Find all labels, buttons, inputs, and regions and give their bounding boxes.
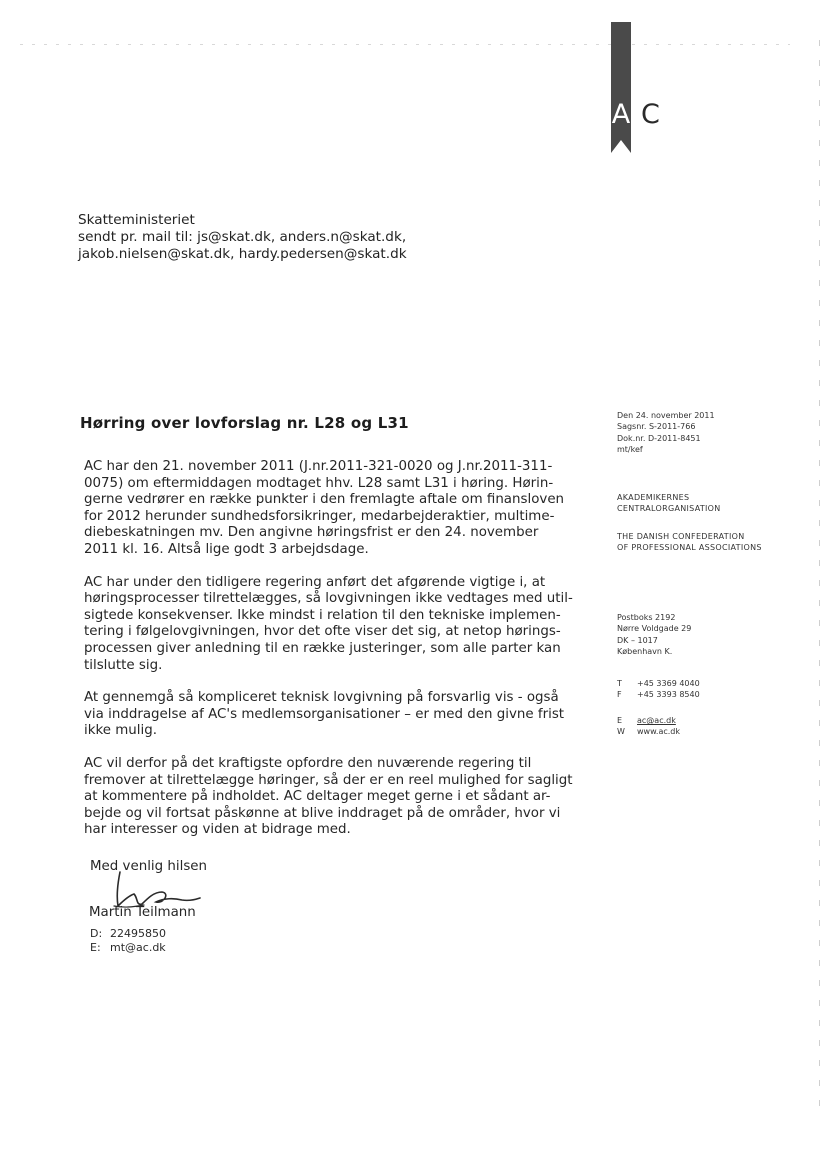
body-line: AC har under den tidligere regering anført det afgørende vigtige i, at	[84, 574, 546, 590]
org-email-label: E	[617, 716, 623, 725]
logo-ribbon	[611, 22, 631, 153]
body-line: via inddragelse af AC's medlemsorganisationer – er med den givne frist	[84, 706, 565, 722]
signer-phone-value: 22495850	[110, 927, 166, 940]
telephone-value: +45 3369 4040	[637, 679, 700, 688]
org-email-value: ac@ac.dk	[637, 716, 676, 725]
author-initials: mt/kef	[617, 444, 643, 454]
recipient-block	[78, 212, 407, 263]
signer-name: Martin Teilmann	[89, 905, 196, 920]
body-line: diebeskatningen mv. Den angivne høringsfrist er den 24. november	[84, 525, 539, 541]
body-line: tilslutte sig.	[84, 657, 163, 673]
signer-email-row	[90, 941, 166, 955]
body-line: har interesser og viden at bidrage med.	[84, 822, 351, 838]
ac-logo	[611, 22, 675, 162]
org-web	[617, 715, 680, 738]
address-line: Nørre Voldgade 29	[617, 624, 692, 634]
case-number: Sagsnr. S-2011-766	[617, 422, 696, 432]
letter-body	[84, 459, 590, 855]
body-line: for 2012 herunder sundhedsforsikringer, medarbejderaktier, multime-	[84, 508, 555, 524]
body-paragraph-4	[84, 756, 590, 839]
org-website-label: W	[617, 727, 625, 737]
signer-email-value: mt@ac.dk	[110, 940, 166, 954]
org-telephone-row	[617, 678, 700, 689]
org-name-danish-line: CENTRALORGANISATION	[617, 504, 721, 514]
logo-letter-a: A	[611, 99, 631, 130]
signer-contact	[90, 927, 166, 954]
body-line: gerne vedrører en række punkter i den fremlagte aftale om finansloven	[84, 492, 565, 508]
letter-meta	[617, 410, 715, 455]
org-name-english	[617, 531, 762, 554]
body-line: sigtede konsekvenser. Ikke mindst i relation til den tekniske implemen-	[84, 607, 561, 623]
org-name-danish	[617, 492, 721, 515]
body-line: processen giver anledning til en række justeringer, som alle parter kan	[84, 640, 561, 656]
body-line: AC vil derfor på det kraftigste opfordre den nuværende regering til	[84, 755, 532, 771]
telephone-label: T	[617, 679, 622, 688]
recipient-mail-line-2: jakob.nielsen@skat.dk, hardy.pedersen@skat.dk	[78, 246, 407, 262]
body-line: AC har den 21. november 2011 (J.nr.2011-321-0020 og J.nr.2011-311-	[84, 459, 553, 474]
address-line: DK – 1017	[617, 635, 658, 645]
signer-phone-row	[90, 927, 166, 941]
letter-subject: Hørring over lovforslag nr. L28 og L31	[80, 414, 409, 432]
letter-date: Den 24. november 2011	[617, 411, 715, 420]
org-address	[617, 612, 691, 657]
org-website-value: www.ac.dk	[637, 727, 680, 737]
org-phone	[617, 678, 700, 701]
body-paragraph-2	[84, 575, 590, 675]
body-line: 0075) om eftermiddagen modtaget hhv. L28 samt L31 i høring. Hørin-	[84, 475, 554, 491]
document-number: Dok.nr. D-2011-8451	[617, 433, 701, 443]
address-line: København K.	[617, 646, 673, 656]
org-name-english-line: OF PROFESSIONAL ASSOCIATIONS	[617, 543, 762, 553]
body-line: at kommentere på indholdet. AC deltager meget gerne i et sådant ar-	[84, 789, 551, 805]
ac-logo-graphic	[611, 22, 675, 162]
body-line: 2011 kl. 16. Altså lige godt 3 arbejdsdage.	[84, 541, 369, 557]
fax-label: F	[617, 690, 622, 700]
signer-phone-label: D:	[90, 927, 103, 940]
org-fax-row	[617, 689, 700, 700]
body-line: ikke mulig.	[84, 723, 157, 739]
org-name-english-line: THE DANISH CONFEDERATION	[617, 532, 745, 541]
recipient-name: Skatteministeriet	[78, 212, 195, 228]
org-name-danish-line: AKADEMIKERNES	[617, 493, 690, 502]
org-website-row	[617, 726, 680, 737]
scan-edge-right	[819, 40, 820, 1120]
body-paragraph-1	[84, 459, 590, 559]
body-line: bejde og vil fortsat påskønne at blive inddraget på de områder, hvor vi	[84, 805, 561, 821]
address-line: Postboks 2192	[617, 613, 676, 622]
body-line: fremover at tilrettelægge høringer, så der er en reel mulighed for sagligt	[84, 772, 573, 788]
fax-value: +45 3393 8540	[637, 690, 700, 700]
body-line: tering i følgelovgivningen, hvor det ofte viser det sig, at netop hørings-	[84, 624, 561, 640]
logo-letter-c: C	[641, 99, 660, 130]
org-email-row	[617, 715, 680, 726]
body-paragraph-3	[84, 690, 590, 740]
body-line: høringsprocesser tilrettelægges, så lovgivningen ikke vedtages med util-	[84, 591, 573, 607]
closing-phrase: Med venlig hilsen	[90, 859, 208, 874]
recipient-mail-line-1: sendt pr. mail til: js@skat.dk, anders.n@skat.dk,	[78, 229, 407, 245]
signer-email-label: E:	[90, 940, 101, 954]
body-line: At gennemgå så kompliceret teknisk lovgivning på forsvarlig vis - også	[84, 690, 559, 706]
